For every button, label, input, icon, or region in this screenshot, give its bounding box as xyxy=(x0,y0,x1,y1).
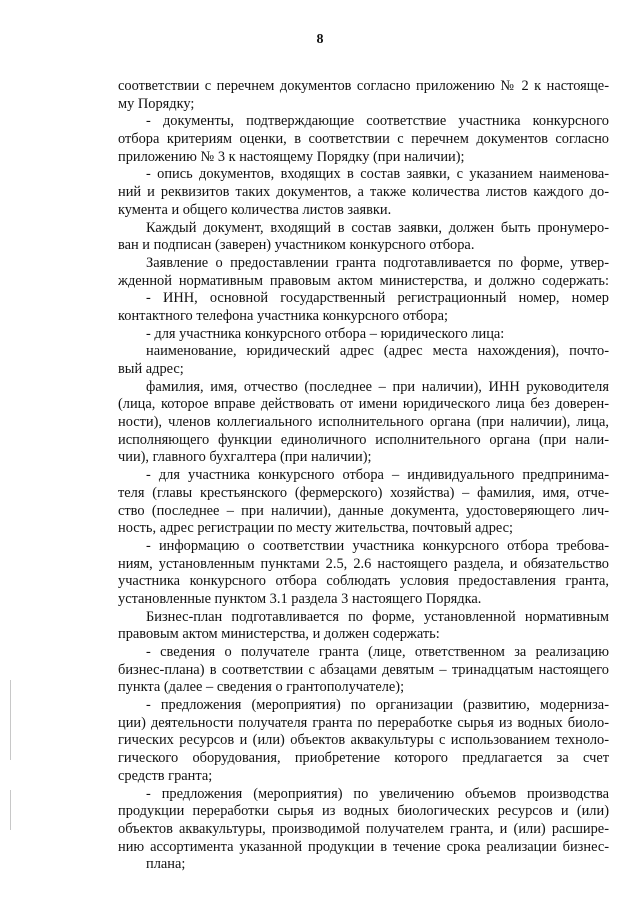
text-line: соответствии с перечнем документов согласно приложению № 2 к настояще- xyxy=(118,78,609,94)
text-line: гических ресурсов и (или) объектов аквакультуры с использованием техноло- xyxy=(118,732,609,749)
page-body xyxy=(118,78,609,874)
text-line: - предложения (мероприятия) по организации (развитию, модерниза- xyxy=(146,697,609,714)
text-line: (лица, которое вправе действовать от имени юридического лица без доверен- xyxy=(118,396,609,413)
text-line: ности), членов коллегиального исполнительного органа (при наличии), лица, xyxy=(118,414,609,431)
text-line: наименование, юридический адрес (адрес места нахождения), почто- xyxy=(146,343,609,360)
text-line: ции) деятельности получателя гранта по переработке сырья из водных биоло- xyxy=(118,714,609,731)
text-line: - для участника конкурсного отбора – юридического лица: xyxy=(146,325,505,342)
text-line: фамилия, имя, отчество (последнее – при наличии), ИНН руководителя xyxy=(146,378,609,395)
text-line: приложению № 3 к настоящему Порядку (при наличии); xyxy=(118,148,465,165)
margin-mark xyxy=(10,680,11,760)
text-line: участника конкурсного отбора соблюдать условия предоставления гранта, xyxy=(118,573,609,590)
text-line: Каждый документ, входящий в состав заявки, должен быть пронумеро- xyxy=(146,219,609,236)
text-line: ство (последнее – при наличии), данные документа, удостоверяющего лич- xyxy=(118,502,609,519)
text-line: - для участника конкурсного отбора – индивидуального предпринима- xyxy=(146,467,609,484)
margin-mark xyxy=(10,790,11,830)
text-line: продукции переработки сырья из водных биологических ресурсов и (или) xyxy=(118,803,609,820)
text-line: объектов аквакультуры, производимой получателем гранта, и (или) расшире- xyxy=(118,820,609,837)
text-line: плана; xyxy=(146,856,186,873)
text-line: ний и реквизитов таких документов, а также количества листов каждого до- xyxy=(118,184,609,201)
text-line: бизнес-плана) в соответствии с абзацами девятым – тринадцатым настоящего xyxy=(118,661,609,678)
text-line: ность, адрес регистрации по месту жительства, почтовый адрес; xyxy=(118,520,514,537)
text-line: - информацию о соответствии участника конкурсного отбора требова- xyxy=(146,537,609,554)
text-line: вый адрес; xyxy=(118,361,184,377)
text-line: нию ассортимента указанной продукции в течение срока реализации бизнес- xyxy=(118,838,609,855)
text-line: средств гранта; xyxy=(118,767,213,784)
text-line: кумента и общего количества листов заявки. xyxy=(118,201,392,218)
text-line: исполняющего функции единоличного исполнительного органа (при нали- xyxy=(118,431,609,448)
text-line: Бизнес-план подготавливается по форме, установленной нормативным xyxy=(146,608,609,625)
text-line: теля (главы крестьянского (фермерского) хозяйства) – фамилия, имя, отче- xyxy=(118,484,609,501)
text-line: ниям, установленным пунктами 2.5, 2.6 настоящего раздела, и обязательство xyxy=(118,555,609,572)
text-line: - документы, подтверждающие соответствие участника конкурсного xyxy=(146,113,609,130)
text-line: отбора критериям оценки, в соответствии с перечнем документов согласно xyxy=(118,131,609,148)
text-line: установленные пунктом 3.1 раздела 3 настоящего Порядка. xyxy=(118,590,482,607)
text-line: правовым актом министерства, и должен содержать: xyxy=(118,626,440,643)
text-line: - опись документов, входящих в состав заявки, с указанием наименова- xyxy=(146,166,609,183)
text-line: - сведения о получателе гранта (лице, ответственном за реализацию xyxy=(146,644,609,660)
text-line: контактного телефона участника конкурсного отбора; xyxy=(118,307,448,324)
text-line: пункта (далее – сведения о грантополучателе); xyxy=(118,679,405,696)
text-line: - ИНН, основной государственный регистрационный номер, номер xyxy=(146,290,609,307)
page-number: 8 xyxy=(316,32,324,47)
text-line: жденной нормативным правовым актом министерства, и должно содержать: xyxy=(118,272,609,289)
text-line: ван и подписан (заверен) участником конкурсного отбора. xyxy=(118,237,475,254)
text-line: - предложения (мероприятия) по увеличению объемов производства xyxy=(146,785,609,802)
text-line: Заявление о предоставлении гранта подготавливается по форме, утвер- xyxy=(146,254,609,271)
text-line: гического оборудования, приобретение которого предлагается за счет xyxy=(118,750,609,767)
text-line: чии), главного бухгалтера (при наличии); xyxy=(118,449,372,466)
text-line: му Порядку; xyxy=(118,95,195,112)
